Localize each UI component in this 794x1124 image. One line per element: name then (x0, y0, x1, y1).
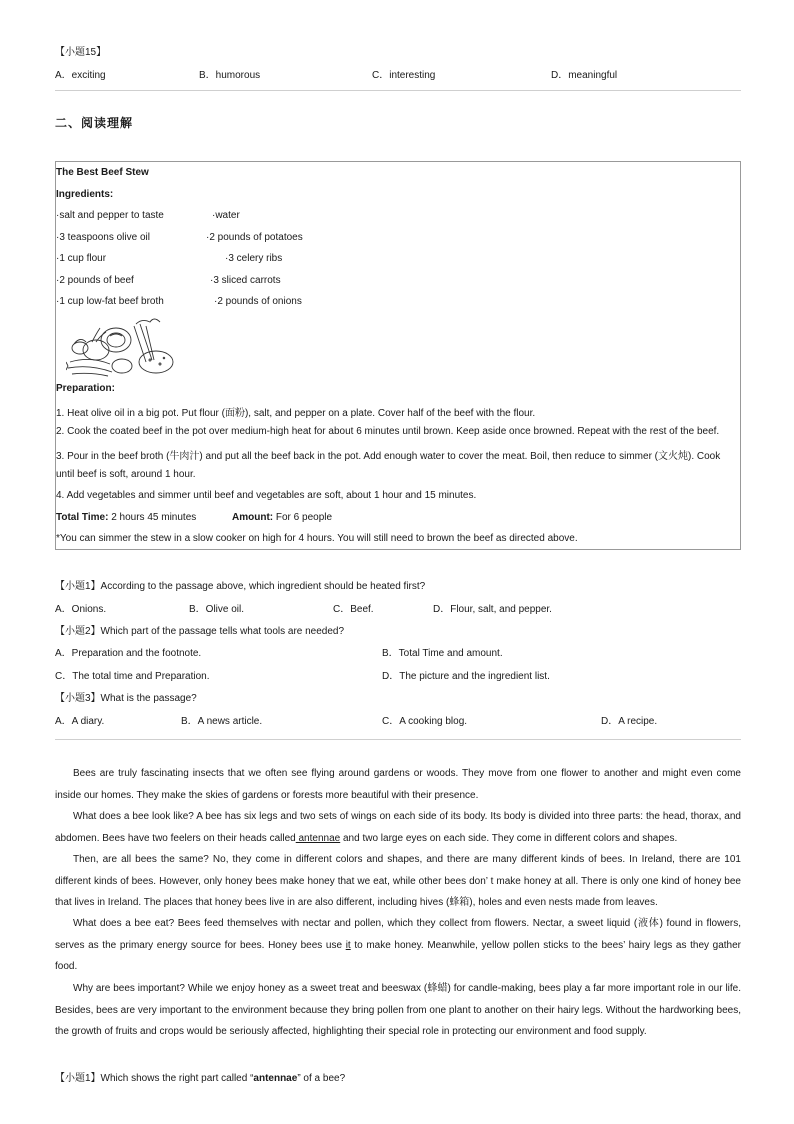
ingredient-left: ·2 pounds of beef (56, 275, 134, 286)
underlined-word: it (345, 939, 351, 951)
option-b: B．humorous (199, 70, 261, 81)
ingredient-right: ·2 pounds of onions (214, 296, 302, 307)
question-15-label: 【小题15】 (55, 47, 107, 58)
ingredients-heading: Ingredients: (56, 189, 114, 200)
underlined-word: antennae (295, 832, 341, 844)
passage-paragraph (55, 913, 741, 978)
passage-paragraph (55, 849, 741, 914)
option-c: C．The total time and Preparation. (55, 671, 210, 682)
amount-label: Amount: (232, 512, 274, 523)
question-text: 【小题1】Which shows the right part called “ (55, 1073, 254, 1084)
total-time-label: Total Time: (56, 512, 109, 523)
divider (55, 739, 741, 740)
passage-paragraph (55, 763, 741, 806)
question-bold-word: antennae (253, 1073, 298, 1084)
passage-paragraph (55, 978, 741, 1043)
option-a: A．Preparation and the footnote. (55, 648, 202, 659)
option-a: A．exciting (55, 70, 106, 81)
ingredients-illustration (66, 318, 178, 380)
option-a: A．A diary. (55, 716, 105, 727)
option-a: A．Onions. (55, 604, 107, 615)
preparation-step: 2. Cook the coated beef in the pot over medium-high heat for about 6 minutes until brown. Keep aside once browned. Repeat with the rest of the beef. (56, 426, 720, 437)
divider (55, 90, 741, 91)
option-d: D．Flour, salt, and pepper. (433, 604, 552, 615)
recipe-footnote: *You can simmer the stew in a slow cooker on high for 4 hours. You will still need to brown the beef as directed above. (56, 533, 578, 544)
option-d: D．A recipe. (601, 716, 658, 727)
ingredient-left: ·salt and pepper to taste (56, 210, 164, 221)
ingredient-right: ·3 sliced carrots (210, 275, 281, 286)
ingredient-right: ·3 celery ribs (225, 253, 283, 264)
ingredient-right: ·2 pounds of potatoes (206, 232, 303, 243)
option-c: C．interesting (372, 70, 436, 81)
preparation-step: until beef is soft, around 1 hour. (56, 469, 196, 480)
option-d: D．The picture and the ingredient list. (382, 671, 550, 682)
passage-paragraph (55, 806, 741, 849)
ingredient-left: ·3 teaspoons olive oil (56, 232, 150, 243)
preparation-heading: Preparation: (56, 383, 115, 394)
paragraph-text: to make honey. Meanwhile, yellow pollen sticks to the bees’ hairy legs as they gather food. (55, 939, 742, 972)
question-stem: 【小题1】According to the passage above, which ingredient should be heated first? (55, 581, 426, 592)
preparation-step: 3. Pour in the beef broth (牛肉汁) and put all the beef back in the pot. Add enough water to cover the meat. Boil, then reduce to simmer (文火炖). Cook (56, 451, 721, 462)
total-time-value: 2 hours 45 minutes (108, 512, 197, 523)
question-text: ” of a bee? (297, 1073, 346, 1084)
question-stem: 【小题3】What is the passage? (55, 693, 197, 704)
question-stem: 【小题2】Which part of the passage tells what tools are needed? (55, 626, 345, 637)
total-time (56, 512, 196, 523)
option-b: B．Olive oil. (189, 604, 245, 615)
ingredient-right: ·water (212, 210, 240, 221)
question-stem (55, 1069, 345, 1084)
preparation-step: 4. Add vegetables and simmer until beef and vegetables are soft, about 1 hour and 15 minutes. (56, 490, 477, 501)
ingredient-left: ·1 cup flour (56, 253, 107, 264)
option-b: B．Total Time and amount. (382, 648, 503, 659)
paragraph-text: Why are bees important? While we enjoy honey as a sweet treat and beeswax (蜂蜡) for candle-making, bees play a far more important role in our life. Besides, bees are very important to the environment because they bring pollen from one plant to another on their hairy legs. Without the hardworking bees, the growth of fruits and crops would be seriously affected, highlighting their special role in protecting our environment and food supply. (55, 983, 741, 1037)
paragraph-text: Bees are truly fascinating insects that we often see flying around gardens or woods. They move from one flower to another and might even come inside our homes. They make the skies of gardens or forests more beautiful with their presence. (55, 768, 741, 801)
preparation-step: 1. Heat olive oil in a big pot. Put flour (面粉), salt, and pepper on a plate. Cover half of the beef with the flour. (56, 408, 536, 419)
section-title: 二、阅读理解 (55, 116, 134, 130)
paragraph-text: and two large eyes on each side. They come in different colors and shapes. (340, 832, 678, 844)
option-b: B．A news article. (181, 716, 263, 727)
option-c: C．A cooking blog. (382, 716, 468, 727)
amount (232, 512, 332, 523)
amount-value: For 6 people (273, 512, 333, 523)
option-d: D．meaningful (551, 70, 618, 81)
paragraph-text: What does a bee eat? Bees feed themselves with nectar and pollen, which they collect from flowers. Nectar, a sweet liquid (液体) found in flowers, serves as the primary energy source for bees. Honey bees use (55, 918, 741, 951)
paragraph-text: Then, are all bees the same? No, they come in different colors and shapes, and there are many different kinds of bees. In Ireland, there are 101 different kinds of bees. However, only honey bees make honey that we eat, while other bees don’ t make honey at all. There is only one kind of honey bee that lives in Ireland. The places that honey bees live in are also different, including hives (蜂箱), holes and even nests made from leaves. (55, 854, 741, 908)
ingredient-left: ·1 cup low-fat beef broth (56, 296, 164, 307)
paragraph-text: What does a bee look like? A bee has six legs and two sets of wings on each side of its body. Its body is divided into three parts: the head, thorax, and abdomen. Bees have two feelers on their heads called (55, 811, 741, 844)
option-c: C．Beef. (333, 604, 374, 615)
recipe-title: The Best Beef Stew (56, 167, 149, 178)
